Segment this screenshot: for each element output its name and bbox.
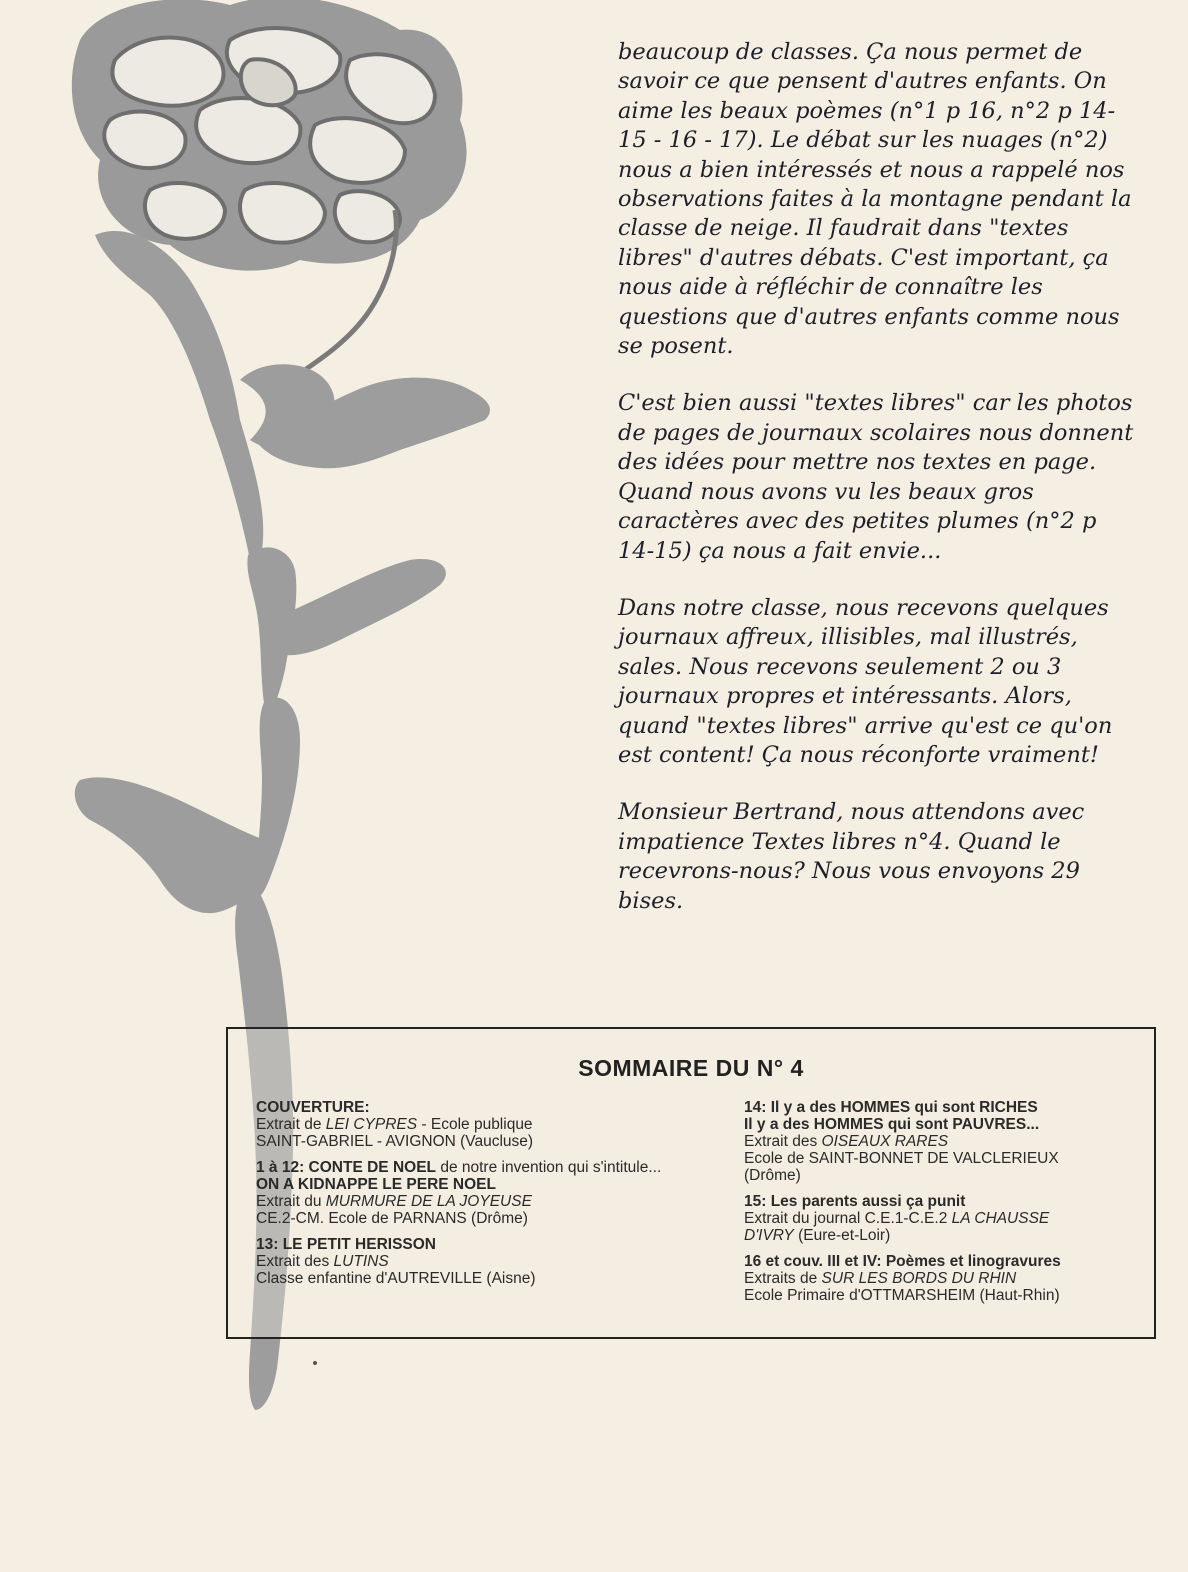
- toc-right-column: [744, 1099, 1154, 1313]
- toc-entry-heading: 13: LE PETIT HERISSON: [256, 1236, 437, 1253]
- toc-entry-heading: 1 à 12: CONTE DE NOEL de notre invention qui s'intitule... ON A KIDNAPPE LE PERE NOEL: [256, 1159, 662, 1193]
- toc-entry: [256, 1159, 686, 1227]
- toc-entry-line: CE.2-CM. Ecole de PARNANS (Drôme): [256, 1210, 528, 1227]
- ink-dot: [313, 1361, 317, 1365]
- toc-entry: [256, 1236, 686, 1287]
- toc-entry-line: Extrait du journal C.E.1-C.E.2 LA CHAUSSE: [744, 1210, 1050, 1227]
- toc-entry: [256, 1099, 686, 1150]
- toc-entry-line: Extrait des OISEAUX RARES: [744, 1133, 949, 1150]
- letter-paragraph: C'est bien aussi "textes libres" car les photos de pages de journaux scolaires nous donnent des idées pour mettre nos textes en page. Quand nous avons vu les beaux gros caractères avec des petites plumes (n°2 p 14-15) ça nous a fait envie...: [618, 390, 1134, 564]
- toc-entry: [744, 1099, 1154, 1184]
- toc-entry-line: Extrait de LEI CYPRES - Ecole publique: [256, 1116, 533, 1133]
- toc-entry-heading: COUVERTURE:: [256, 1099, 370, 1116]
- toc-entry-line: SAINT-GABRIEL - AVIGNON (Vaucluse): [256, 1133, 534, 1150]
- table-of-contents: [226, 1027, 1156, 1339]
- toc-entry-line: Extrait du MURMURE DE LA JOYEUSE: [256, 1193, 532, 1210]
- toc-entry: [744, 1193, 1154, 1244]
- toc-entry-line: Ecole Primaire d'OTTMARSHEIM (Haut-Rhin): [744, 1287, 1060, 1304]
- handwritten-letter: [618, 38, 1138, 916]
- toc-entry-line: Ecole de SAINT-BONNET DE VALCLERIEUX: [744, 1150, 1059, 1167]
- toc-entry-line: Classe enfantine d'AUTREVILLE (Aisne): [256, 1270, 536, 1287]
- toc-entry-line: D'IVRY (Eure-et-Loir): [744, 1227, 891, 1244]
- toc-entry-line: Extrait des LUTINS: [256, 1253, 389, 1270]
- toc-entry-heading: Il y a des HOMMES qui sont PAUVRES...: [744, 1116, 1040, 1133]
- toc-entry-heading: 16 et couv. III et IV: Poèmes et linogravures: [744, 1253, 1061, 1270]
- toc-entry-heading: 15: Les parents aussi ça punit: [744, 1193, 966, 1210]
- toc-entry: [744, 1253, 1154, 1304]
- toc-entry-line: (Drôme): [744, 1167, 801, 1184]
- letter-paragraph: Dans notre classe, nous recevons quelques journaux affreux, illisibles, mal illustrés, sales. Nous recevons seulement 2 ou 3 journaux propres et intéressants. Alors, quand "textes libres" arrive qu'est ce qu'on est content! Ça nous réconforte vraiment!: [618, 594, 1113, 768]
- letter-paragraph: beaucoup de classes. Ça nous permet de savoir ce que pensent d'autres enfants. On aime les beaux poèmes (n°1 p 16, n°2 p 14-15 - 16 - 17). Le débat sur les nuages (n°2) nous a bien intéressés et nous a rappelé nos observations faites à la montagne pendant la classe de neige. Il faudrait dans "textes libres" d'autres débats. C'est important, ça nous aide à réfléchir de connaître les questions que d'autres enfants comme nous se posent.: [618, 39, 1132, 360]
- toc-title: SOMMAIRE DU N° 4: [578, 1055, 804, 1081]
- letter-signoff: Monsieur Bertrand, nous attendons avec impatience Textes libres n°4. Quand le recevrons-nous? Nous vous envoyons 29 bises.: [618, 799, 1085, 914]
- toc-entry-line: Extraits de SUR LES BORDS DU RHIN: [744, 1270, 1017, 1287]
- toc-left-column: [256, 1099, 686, 1296]
- toc-entry-heading: 14: Il y a des HOMMES qui sont RICHES: [744, 1099, 1038, 1116]
